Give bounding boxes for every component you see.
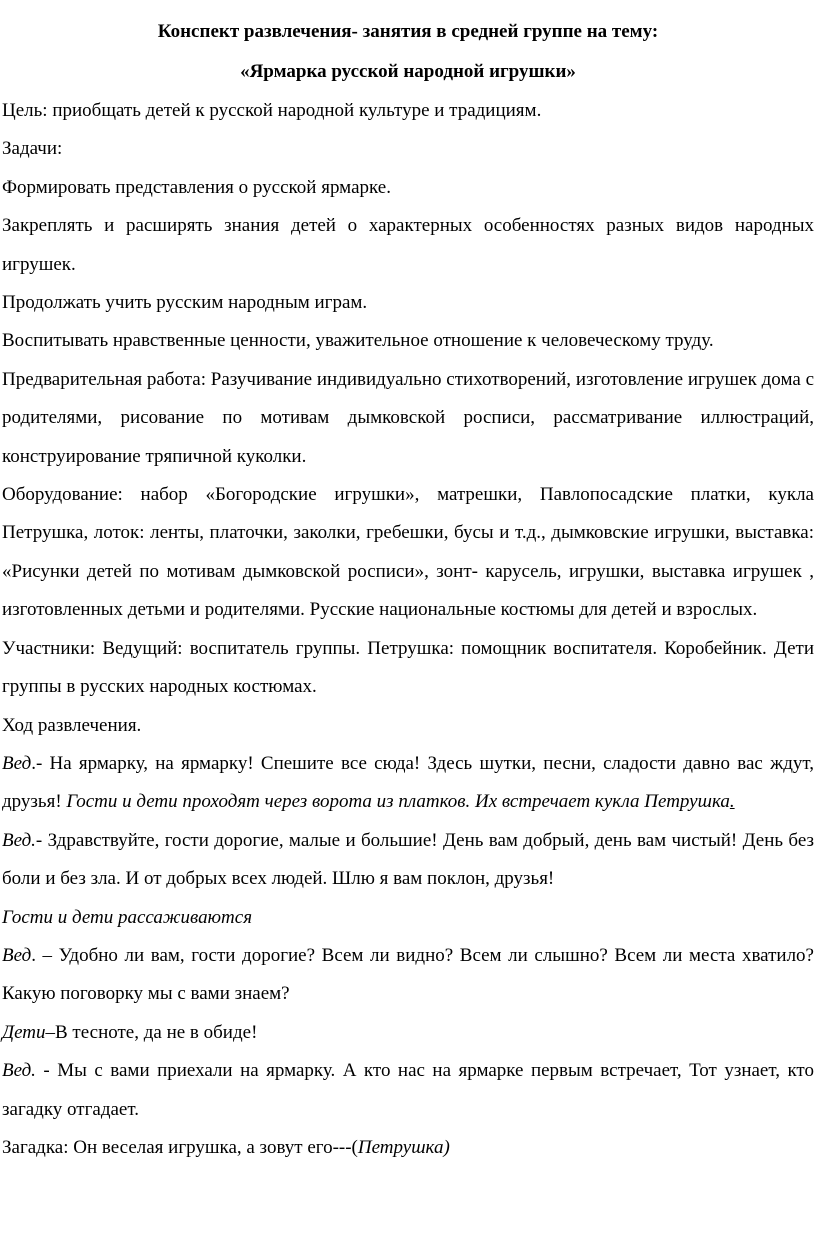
- dialogue-text: . – Удобно ли вам, гости дорогие? Всем ли видно? Всем ли слышно? Всем ли места хватило? Какую поговорку мы с вами знаем?: [2, 944, 814, 1005]
- preliminary-work-paragraph: Предварительная работа: Разучивание индивидуально стихотворений, изготовление игрушек дома с родителями, рисование по мотивам дымковской росписи, рассматривание иллюстраций, конструирование тряпичной куколки.: [2, 368, 814, 467]
- course-heading: Ход развлечения.: [2, 714, 142, 736]
- dialogue-text: На ярмарку, на ярмарку! Спешите все сюда! Здесь шутки, песни, сладости давно вас ждут, друзья!: [2, 752, 814, 813]
- participants-paragraph: Участники: Ведущий: воспитатель группы. Петрушка: помощник воспитателя. Коробейник. Дети группы в русских народных костюмах.: [2, 637, 814, 698]
- speaker-separator: .-: [31, 752, 50, 774]
- speaker-label: Дети–: [2, 1021, 55, 1043]
- document-title-line-2: «Ярмарка русской народной игрушки»: [240, 61, 576, 82]
- dialogue-paragraph-1: [2, 745, 814, 822]
- equipment-paragraph: Оборудование: набор «Богородские игрушки», матрешки, Павлопосадские платки, кукла Петрушка, лоток: ленты, платочки, заколки, гребешки, бусы и т.д., дымковские игрушки, выставка: «Рисунки детей по мотивам дымковской росписи», зонт- карусель, игрушки, выставка игрушек , изготовленных детьми и родителями. Русские национальные костюмы для детей и взрослых.: [2, 484, 814, 621]
- dialogue-text: Мы с вами приехали на ярмарку. А кто нас на ярмарке первым встречает, Тот узнает, кто загадку отгадает.: [2, 1060, 814, 1120]
- riddle-answer: Петрушка): [357, 1136, 450, 1158]
- speaker-label: Вед: [2, 944, 32, 966]
- stage-direction: Гости и дети проходят через ворота из платков. Их встречает кукла Петрушка: [66, 791, 730, 813]
- dialogue-text: Здравствуйте, гости дорогие, малые и большие! День вам добрый, день вам чистый! День без боли и без зла. И от добрых всех людей. Шлю я вам поклон, друзья!: [2, 829, 814, 890]
- speaker-label: Вед: [2, 752, 32, 774]
- dialogue-paragraph-6: [2, 1052, 814, 1129]
- document-title-line-1: Конспект развлечения- занятия в средней группе на тему:: [157, 21, 659, 42]
- task-item: Продолжать учить русским народным играм.: [2, 292, 368, 314]
- dialogue-paragraph-3: [2, 899, 814, 937]
- task-item: Воспитывать нравственные ценности, уважительное отношение к человеческому труду.: [2, 330, 714, 352]
- dialogue-paragraph-7: [2, 1129, 814, 1167]
- stage-direction: Гости и дети рассаживаются: [2, 906, 253, 928]
- dialogue-text: В тесноте, да не в обиде!: [55, 1021, 258, 1043]
- riddle-text: Загадка: Он веселая игрушка, а зовут его---(: [2, 1136, 358, 1158]
- dialogue-paragraph-5: [2, 1014, 814, 1052]
- speaker-label: Вед.-: [2, 829, 48, 851]
- speaker-label: Вед. -: [2, 1060, 58, 1082]
- stage-direction-end: .: [729, 791, 735, 813]
- task-item: Закреплять и расширять знания детей о характерных особенностях разных видов народных игрушек.: [2, 215, 814, 275]
- dialogue-paragraph-2: [2, 822, 814, 899]
- task-item: Формировать представления о русской ярмарке.: [2, 176, 391, 198]
- tasks-heading: Задачи:: [2, 138, 63, 160]
- goal-paragraph: Цель: приобщать детей к русской народной культуре и традициям.: [2, 100, 542, 121]
- dialogue-paragraph-4: [2, 937, 814, 1014]
